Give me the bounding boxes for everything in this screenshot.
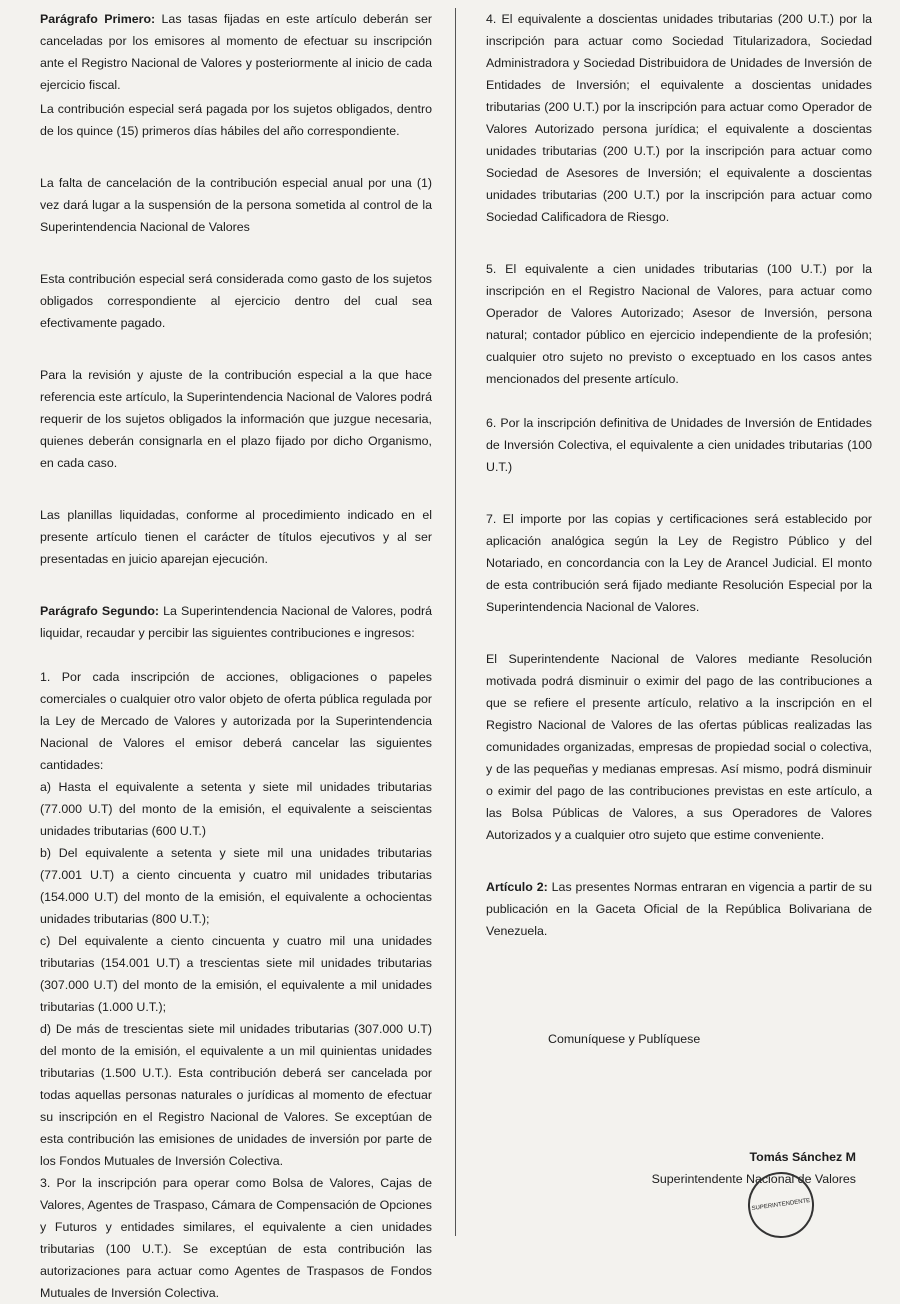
paragraph-gasto: Esta contribución especial será considerada como gasto de los sujetos obligados correspondiente al ejercicio dentro del cual sea efectivamente pagado. <box>40 272 432 330</box>
signatory-title: Superintendente Nacional de Valores <box>651 1172 856 1186</box>
seal-text: SUPERINTENDENTE <box>751 1197 811 1212</box>
articulo-2: Artículo 2: Las presentes Normas entraran en vigencia a partir de su publicación en la Gaceta Oficial de la República Bolivariana de Venezuela. <box>486 880 872 938</box>
paragraph-falta-cancelacion: La falta de cancelación de la contribución especial anual por una (1) vez dará lugar a la suspensión de la persona sometida al control de la Superintendencia Nacional de Valores <box>40 176 432 234</box>
paragrafo-segundo-label: Parágrafo Segundo: <box>40 604 160 618</box>
list-item-5: 5. El equivalente a cien unidades tributarias (100 U.T.) por la inscripción en el Registro Nacional de Valores, para actuar como Operador de Valores Autorizado; Asesor de Inversión, persona natural; contador público en ejercicio independiente de la profesión; cualquier otro sujeto no previsto o exceptuado en los casos antes mencionados del presente artículo. <box>486 262 872 386</box>
list-item-1: 1. Por cada inscripción de acciones, obligaciones o papeles comerciales o cualquier otro valor objeto de oferta pública regulada por la Ley de Mercado de Valores y autorizada por la Superintendencia Nacional de Valores el emisor deberá cancelar las siguientes cantidades: <box>40 670 432 772</box>
paragraph-pago: La contribución especial será pagada por los sujetos obligados, dentro de los quince (15) primeros días hábiles del año correspondiente. <box>40 102 432 138</box>
list-item-1b: b) Del equivalente a setenta y siete mil una unidades tributarias (77.001 U.T) a ciento cincuenta y cuatro mil unidades tributarias (154.000 U.T) del monto de la emisión, el equivalente a ochocientas unidades tributarias (800 U.T.); <box>40 846 432 926</box>
left-column <box>40 8 432 1304</box>
list-item-1d: d) De más de trescientas siete mil unidades tributarias (307.000 U.T) del monto de la emisión, el equivalente a un mil quinientas unidades tributarias (1.500 U.T.). Esta contribución deberá ser cancelada por todas aquellas personas naturales o jurídicas al momento de efectuar su inscripción en el Registro Nacional de Valores. Se exceptúan de esta contribución las emisiones de unidades de inversión por parte de los Fondos Mutuales de Inversión Colectiva. <box>40 1022 432 1168</box>
list-item-6: 6. Por la inscripción definitiva de Unidades de Inversión de Entidades de Inversión Colectiva, el equivalente a cien unidades tributarias (100 U.T.) <box>486 416 872 474</box>
closing-formula: Comuníquese y Publíquese <box>548 1032 701 1046</box>
list-item-7: 7. El importe por las copias y certificaciones será establecido por aplicación analógica según la Ley de Registro Público y del Notariado, en concordancia con la Ley de Arancel Judicial. El monto de esta contribución será fijado mediante Resolución Especial por la Superintendencia Nacional de Valores. <box>486 512 872 614</box>
articulo-2-label: Artículo 2: <box>486 880 548 894</box>
column-divider <box>455 8 456 1236</box>
list-item-1c: c) Del equivalente a ciento cincuenta y cuatro mil una unidades tributarias (154.001 U.T) a trescientas siete mil unidades tributarias (307.000 U.T) del monto de la emisión, el equivalente a mil unidades tributarias (1.000 U.T.); <box>40 934 432 1014</box>
paragrafo-primero: Parágrafo Primero: Las tasas fijadas en este artículo deberán ser canceladas por los emisores al momento de efectuar su inscripción ante el Registro Nacional de Valores y posteriormente al inicio de cada ejercicio fiscal. <box>40 12 432 92</box>
paragraph-revision: Para la revisión y ajuste de la contribución especial a la que hace referencia este artículo, la Superintendencia Nacional de Valores podrá requerir de los sujetos obligados la información que juzgue necesaria, quienes deberán consignarla en el plazo fijado por dicho Organismo, en cada caso. <box>40 368 432 470</box>
paragrafo-primero-label: Parágrafo Primero: <box>40 12 156 26</box>
list-item-1a: a) Hasta el equivalente a setenta y siete mil unidades tributarias (77.000 U.T) del monto de la emisión, el equivalente a seiscientas unidades tributarias (600 U.T.) <box>40 780 432 838</box>
paragrafo-segundo: Parágrafo Segundo: La Superintendencia Nacional de Valores, podrá liquidar, recaudar y percibir las siguientes contribuciones e ingresos: <box>40 604 432 640</box>
paragraph-exoneracion: El Superintendente Nacional de Valores mediante Resolución motivada podrá disminuir o eximir del pago de las contribuciones a que se refiere el presente artículo, relativo a la inscripción en el Registro Nacional de Valores de las ofertas públicas realizadas las comunidades organizadas, empresas de propiedad social o colectiva, y de las pequeñas y medianas empresas. Así mismo, podrá disminuir o eximir del pago de las contribuciones previstas en este artículo, a las Bolsa Públicas de Valores, a sus Operadores de Valores Autorizados y a cualquier otro sujeto que estime conveniente. <box>486 652 872 842</box>
list-item-4: 4. El equivalente a doscientas unidades tributarias (200 U.T.) por la inscripción para actuar como Sociedad Titularizadora, Sociedad Administradora y Sociedad Distribuidora de Unidades de Inversión de Entidades de Inversión; el equivalente a doscientas unidades tributarias (200 U.T.) por la inscripción para actuar como Operador de Valores Autorizado persona jurídica; el equivalente a doscientas unidades tributarias (200 U.T.) por la inscripción para actuar como Sociedad de Asesores de Inversión; el equivalente a doscientas unidades tributarias (200 U.T.) por la inscripción para actuar como Sociedad Calificadora de Riesgo. <box>486 12 872 224</box>
list-item-3: 3. Por la inscripción para operar como Bolsa de Valores, Cajas de Valores, Agentes de Traspaso, Cámara de Compensación de Opciones y Futuros y entidades similares, el equivalente a cien unidades tributarias (100 U.T.). Se exceptúan de esta contribución las autorizaciones para actuar como Agentes de Traspasos de Fondos Mutuales de Inversión Colectiva. <box>40 1176 432 1300</box>
signature-block <box>486 1146 872 1190</box>
paragraph-planillas: Las planillas liquidadas, conforme al procedimiento indicado en el presente artículo tienen el carácter de títulos ejecutivos y al ser presentadas en juicio aparejan ejecución. <box>40 508 432 566</box>
signatory-name: Tomás Sánchez M <box>749 1150 856 1164</box>
right-column <box>486 8 872 1190</box>
